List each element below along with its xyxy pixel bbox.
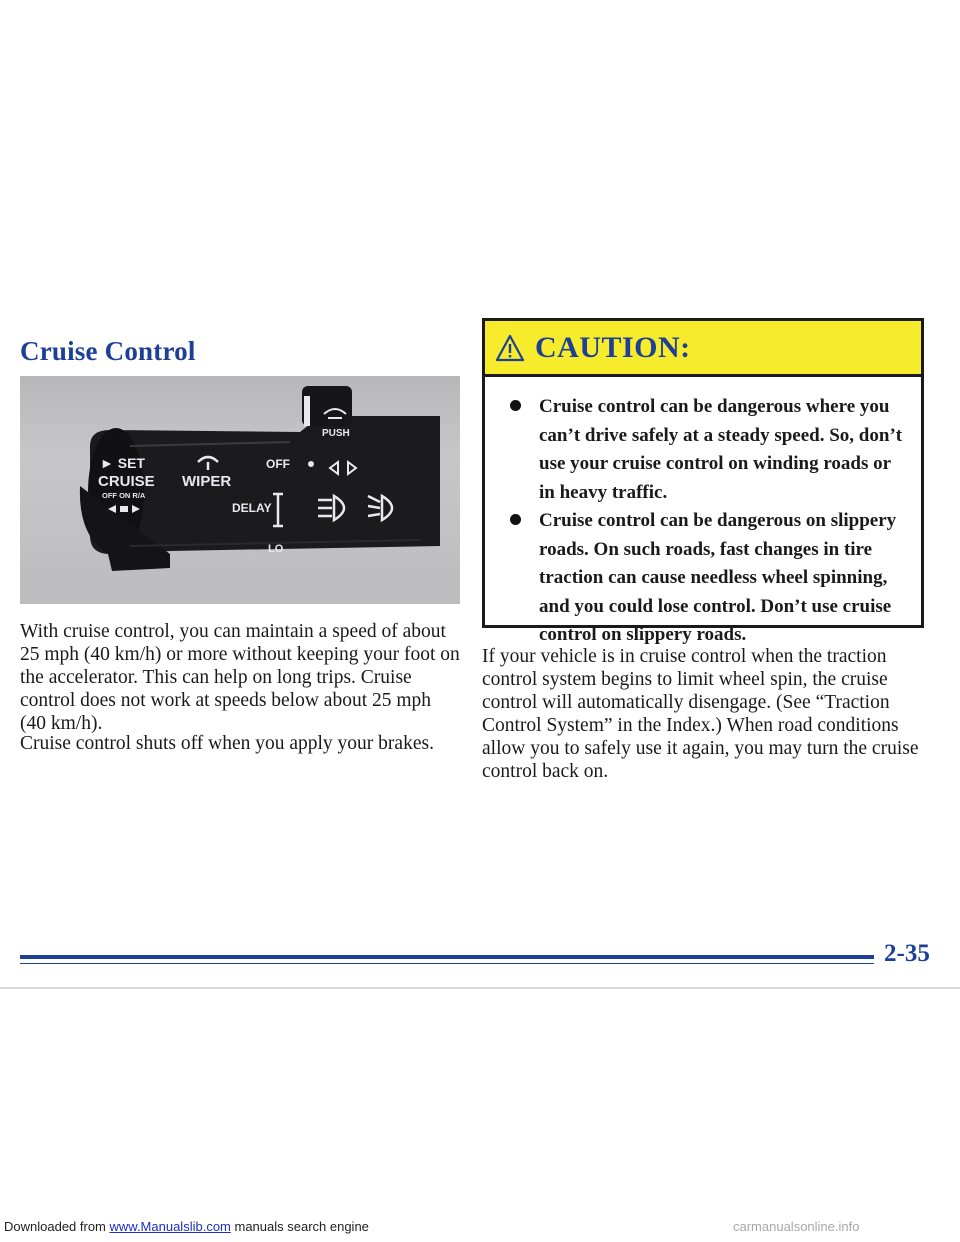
stalk-illustration bbox=[20, 376, 460, 604]
section-title: Cruise Control bbox=[20, 336, 196, 366]
page-number: 2-35 bbox=[884, 940, 930, 967]
traction-paragraph: If your vehicle is in cruise control when the traction control system begins to limit wheel spin, the cruise control will automatically disengage. (See “Traction Control System” in the Index.) When road conditions allow you to safely use it again, you may turn the cruise control back on. bbox=[482, 646, 919, 782]
footer-rule bbox=[20, 955, 874, 959]
bullet-icon bbox=[510, 514, 521, 525]
caution-item-text: Cruise control can be dangerous where you can’t drive safely at a steady speed. So, don’t use your cruise control on winding roads or in heavy traffic. bbox=[539, 396, 903, 503]
download-note bbox=[4, 1219, 369, 1234]
cruise-stalk-photo bbox=[20, 376, 460, 604]
page-bottom-edge bbox=[0, 987, 960, 989]
watermark: carmanualsonline.info bbox=[733, 1219, 860, 1234]
caution-box bbox=[482, 318, 924, 645]
wiper-label: WIPER bbox=[182, 473, 232, 490]
off-on-ra-label: OFF ON R/A bbox=[102, 491, 146, 500]
caution-item bbox=[485, 393, 921, 507]
warning-triangle-icon bbox=[495, 334, 525, 362]
brakes-paragraph: Cruise control shuts off when you apply your brakes. bbox=[20, 733, 434, 754]
footer-rule-thin bbox=[20, 963, 874, 964]
intro-paragraph: With cruise control, you can maintain a speed of about 25 mph (40 km/h) or more without keeping your foot on the accelerator. This can help on long trips. Cruise control does not work at speeds below about 25 mph (40 km/h). bbox=[20, 621, 460, 734]
manualslib-link[interactable]: www.Manualslib.com bbox=[109, 1219, 231, 1234]
cruise-label: CRUISE bbox=[98, 473, 155, 490]
caution-header bbox=[485, 321, 921, 377]
download-prefix: Downloaded from bbox=[4, 1219, 110, 1234]
bullet-icon bbox=[510, 400, 521, 411]
push-label: PUSH bbox=[322, 428, 350, 439]
off-label: OFF bbox=[266, 457, 290, 471]
lo-label: LO bbox=[268, 543, 284, 555]
caution-list bbox=[485, 377, 921, 650]
caution-item-text: Cruise control can be dangerous on slippery roads. On such roads, fast changes in tire traction can cause needless wheel spinning, and you could lose control. Don’t use cruise control on slippery roads. bbox=[539, 510, 897, 645]
caution-title: CAUTION: bbox=[535, 330, 691, 364]
set-label: ► SET bbox=[100, 455, 145, 471]
caution-item bbox=[485, 507, 921, 650]
delay-label: DELAY bbox=[232, 501, 272, 515]
download-suffix: manuals search engine bbox=[230, 1219, 369, 1234]
